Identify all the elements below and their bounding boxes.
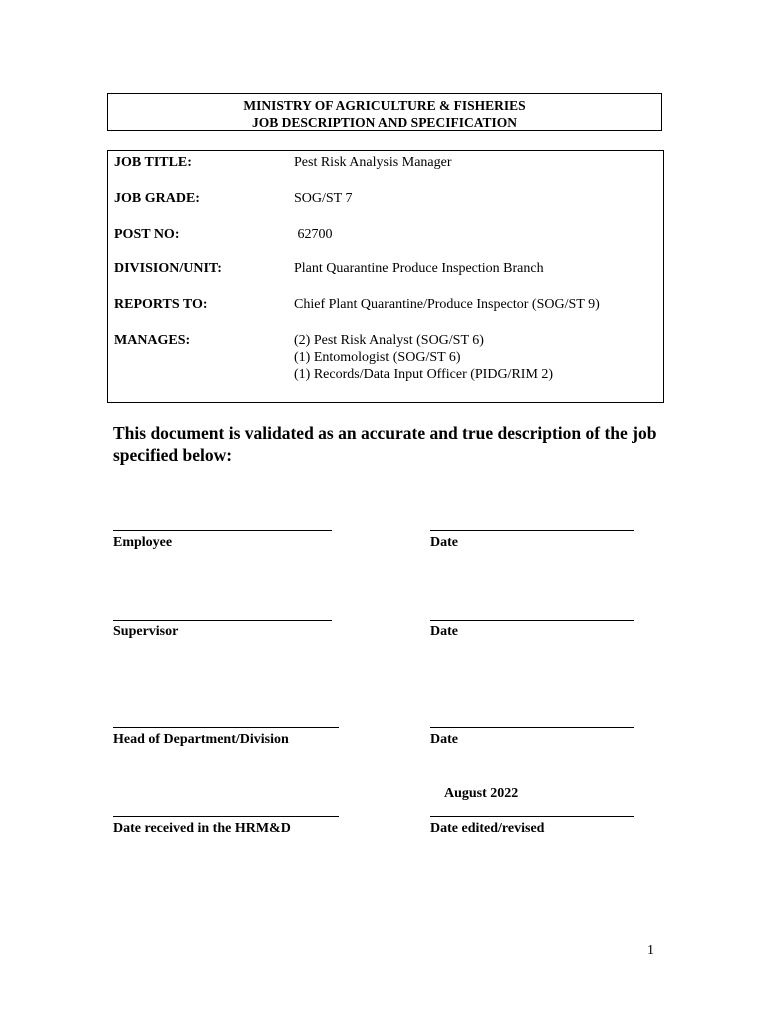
manages-item: (2) Pest Risk Analyst (SOG/ST 6) bbox=[294, 333, 484, 348]
head-label: Head of Department/Division bbox=[113, 732, 289, 747]
division-value: Plant Quarantine Produce Inspection Branch bbox=[294, 261, 544, 276]
received-label: Date received in the HRM&D bbox=[113, 821, 291, 836]
document-title: JOB DESCRIPTION AND SPECIFICATION bbox=[252, 115, 517, 130]
revised-date-line bbox=[430, 816, 634, 817]
ministry-title: MINISTRY OF AGRICULTURE & FISHERIES bbox=[243, 98, 526, 113]
head-date-label: Date bbox=[430, 732, 458, 747]
employee-date-line bbox=[430, 530, 634, 531]
employee-date-label: Date bbox=[430, 535, 458, 550]
post-no-value: 62700 bbox=[294, 227, 333, 242]
page-number: 1 bbox=[647, 943, 654, 958]
reports-to-value: Chief Plant Quarantine/Produce Inspector (SOG/ST 9) bbox=[294, 297, 600, 312]
supervisor-signature-line bbox=[113, 620, 332, 621]
employee-label: Employee bbox=[113, 535, 173, 550]
supervisor-date-line bbox=[430, 620, 634, 621]
job-grade-value: SOG/ST 7 bbox=[294, 191, 353, 206]
head-date-line bbox=[430, 727, 634, 728]
job-title-label: JOB TITLE: bbox=[114, 155, 192, 170]
division-label: DIVISION/UNIT: bbox=[114, 261, 222, 276]
revised-label: Date edited/revised bbox=[430, 821, 545, 836]
manages-value bbox=[294, 332, 553, 383]
manages-item: (1) Entomologist (SOG/ST 6) bbox=[294, 350, 461, 365]
job-grade-label: JOB GRADE: bbox=[114, 191, 200, 206]
reports-to-label: REPORTS TO: bbox=[114, 297, 208, 312]
supervisor-label: Supervisor bbox=[113, 624, 179, 639]
head-signature-line bbox=[113, 727, 339, 728]
manages-label: MANAGES: bbox=[114, 333, 191, 348]
supervisor-date-label: Date bbox=[430, 624, 458, 639]
manages-item: (1) Records/Data Input Officer (PIDG/RIM 2) bbox=[294, 367, 554, 382]
job-info-table bbox=[107, 150, 664, 403]
job-title-value: Pest Risk Analysis Manager bbox=[294, 155, 452, 170]
validation-statement: This document is validated as an accurate and true description of the job specified below: bbox=[113, 423, 657, 465]
post-no-label: POST NO: bbox=[114, 227, 180, 242]
employee-signature-line bbox=[113, 530, 332, 531]
document-header bbox=[107, 93, 662, 131]
revised-date-value: August 2022 bbox=[444, 786, 519, 801]
received-date-line bbox=[113, 816, 339, 817]
